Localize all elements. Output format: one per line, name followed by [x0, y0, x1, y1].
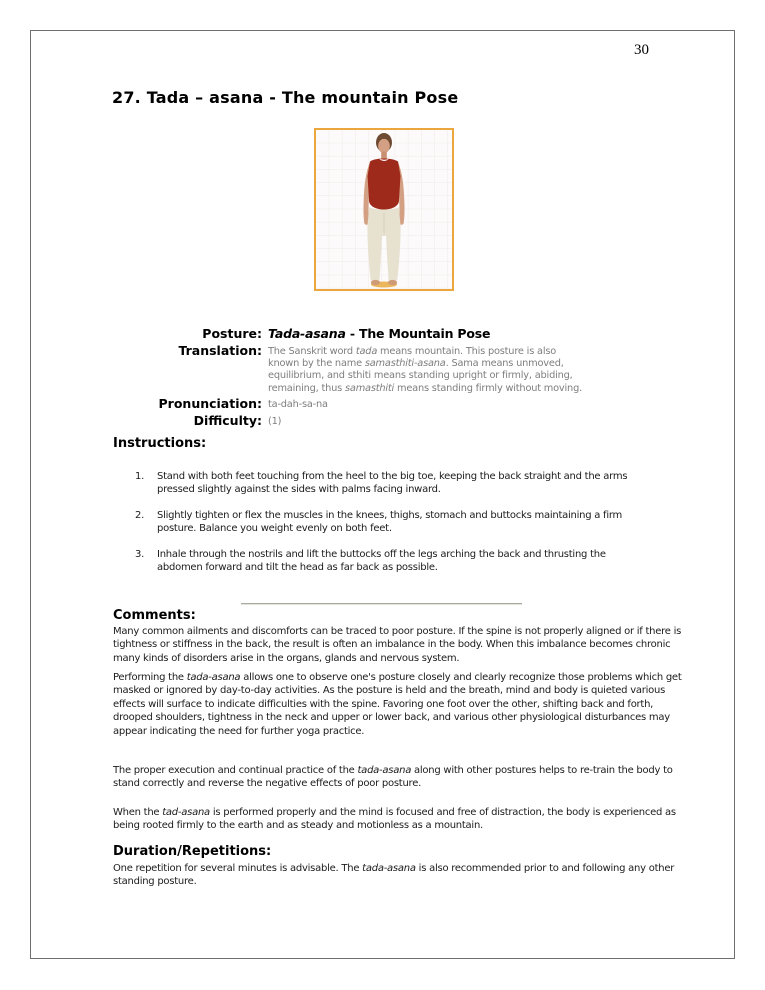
translation-value: The Sanskrit word tada means mountain. This posture is also known by the name samasthiti-asana. Sama means unmoved, equilibrium, and sthiti means standing upright or firmly, abiding, remaining, thus samasthiti means standing firmly without moving. — [268, 346, 582, 394]
translation-label: Translation: — [178, 343, 262, 358]
page-title: 27. Tada – asana - The mountain Pose — [112, 88, 459, 107]
instruction-number: 3. — [135, 548, 145, 560]
page-number: 30 — [634, 42, 649, 58]
comments-paragraph-1: Many common ailments and discomforts can be traced to poor posture. If the spine is not properly aligned or if there is tightness or stiffness in the back, the result is often an imbalance in the body. When this imbalance becomes chronic many kinds of disorders arise in the organs, glands and nervous system. — [113, 626, 682, 664]
comments-heading: Comments: — [113, 608, 196, 623]
instruction-item-1 — [135, 470, 654, 497]
difficulty-label: Difficulty: — [193, 412, 262, 428]
pose-photo — [314, 128, 454, 291]
difficulty-row — [113, 413, 679, 429]
translation-row — [113, 343, 679, 395]
pronunciation-label: Pronunciation: — [158, 395, 262, 411]
instruction-item-2 — [135, 509, 654, 536]
instruction-number: 1. — [135, 471, 145, 482]
posture-value: Tada-asana - The Mountain Pose — [268, 326, 491, 341]
comments-paragraph-4: When the tad-asana is performed properly and the mind is focused and free of distraction, the body is experienced as being rooted firmly to the earth and as steady and motionless as a mountain. — [113, 807, 676, 832]
instructions-list — [135, 470, 654, 586]
posture-label: Posture: — [202, 326, 262, 341]
left-foot — [371, 280, 380, 285]
right-foot — [388, 280, 397, 285]
neck — [381, 152, 387, 160]
face — [378, 139, 390, 153]
difficulty-value: (1) — [268, 415, 282, 427]
red-top — [368, 159, 401, 210]
instruction-text: Inhale through the nostrils and lift the buttocks off the legs arching the back and thrusting the abdomen forward and tilt the head as far back as possible. — [157, 548, 606, 574]
instruction-text: Stand with both feet touching from the heel to the big toe, keeping the back straight and the arms pressed slightly against the sides with palms facing inward. — [157, 471, 628, 496]
pronunciation-row — [113, 396, 679, 412]
comments-paragraph-3: The proper execution and continual practice of the tada-asana along with other postures helps to re-train the body to stand correctly and reverse the negative effects of poor posture. — [113, 765, 673, 790]
posture-row — [113, 326, 679, 342]
duration-heading: Duration/Repetitions: — [113, 844, 272, 859]
comments-paragraph-2: Performing the tada-asana allows one to observe one's posture closely and clearly recognize those problems which get masked or ignored by day-to-day activities. As the posture is held and the breath, mind and body is quieted various effects will surface to indicate difficulties with the spine. Favoring one foot over the other, shifting back and forth, drooped shoulders, tightness in the neck and upper or lower back, and various other physiological disturbances may appear indicating the need for further yoga practice. — [113, 672, 682, 737]
instruction-item-3 — [135, 548, 654, 575]
instruction-number: 2. — [135, 509, 145, 521]
instructions-heading: Instructions: — [113, 436, 207, 451]
instruction-text: Slightly tighten or flex the muscles in the knees, thighs, stomach and buttocks maintaining a firm posture. Balance you weight evenly on both feet. — [157, 509, 623, 535]
mountain-pose-illustration — [316, 130, 452, 289]
duration-text: One repetition for several minutes is advisable. The tada-asana is also recommended prior to and following any other standing posture. — [113, 863, 675, 888]
section-divider — [241, 603, 522, 605]
pronunciation-value: ta-dah-sa-na — [268, 398, 328, 410]
pose-details — [113, 326, 679, 429]
